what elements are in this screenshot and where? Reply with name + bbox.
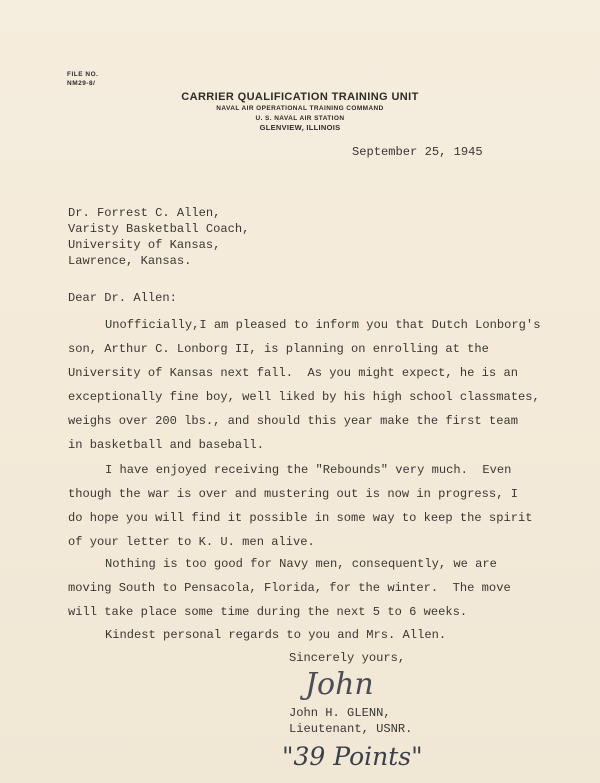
body-line: though the war is over and mustering out is now in progress, I xyxy=(68,487,518,501)
body-line: Unofficially,I am pleased to inform you that Dutch Lonborg's xyxy=(105,318,541,332)
body-line: will take place some time during the next 5 to 6 weeks. xyxy=(68,605,468,619)
address-line: Varisty Basketball Coach, xyxy=(68,222,250,236)
body-line: in basketball and baseball. xyxy=(68,438,264,452)
handwritten-annotation: "39 Points" xyxy=(282,742,423,771)
body-line: of your letter to K. U. men alive. xyxy=(68,535,315,549)
signature: John xyxy=(305,667,374,702)
body-line: moving South to Pensacola, Florida, for the winter. The move xyxy=(68,581,511,595)
letterhead-location: GLENVIEW, ILLINOIS xyxy=(259,123,341,132)
closing: Sincerely yours, xyxy=(289,651,406,665)
address-line: University of Kansas, xyxy=(68,238,221,252)
body-line: son, Arthur C. Lonborg II, is planning on enrolling at the xyxy=(68,342,489,356)
body-line: I have enjoyed receiving the "Rebounds" very much. Even xyxy=(105,463,512,477)
body-line: weighs over 200 lbs., and should this year make the first team xyxy=(68,414,518,428)
letterhead-unit: CARRIER QUALIFICATION TRAINING UNIT xyxy=(181,91,419,103)
body-line: Kindest personal regards to you and Mrs. Allen. xyxy=(105,628,447,642)
address-line: Dr. Forrest C. Allen, xyxy=(68,206,221,220)
body-line: Nothing is too good for Navy men, consequently, we are xyxy=(105,557,497,571)
signer-title: Lieutenant, USNR. xyxy=(289,722,413,736)
salutation: Dear Dr. Allen: xyxy=(68,291,177,305)
letterhead-station: U. S. NAVAL AIR STATION xyxy=(255,115,345,122)
body-line: University of Kansas next fall. As you might expect, he is an xyxy=(68,366,518,380)
letterhead-command: NAVAL AIR OPERATIONAL TRAINING COMMAND xyxy=(216,105,384,112)
file-no-label: FILE NO. xyxy=(67,71,99,78)
signer-name: John H. GLENN, xyxy=(289,706,391,720)
address-line: Lawrence, Kansas. xyxy=(68,254,192,268)
letter-date: September 25, 1945 xyxy=(352,145,483,159)
file-no: NM29-8/ xyxy=(67,80,96,87)
body-line: do hope you will find it possible in some way to keep the spirit xyxy=(68,511,533,525)
body-line: exceptionally fine boy, well liked by his high school classmates, xyxy=(68,390,540,404)
